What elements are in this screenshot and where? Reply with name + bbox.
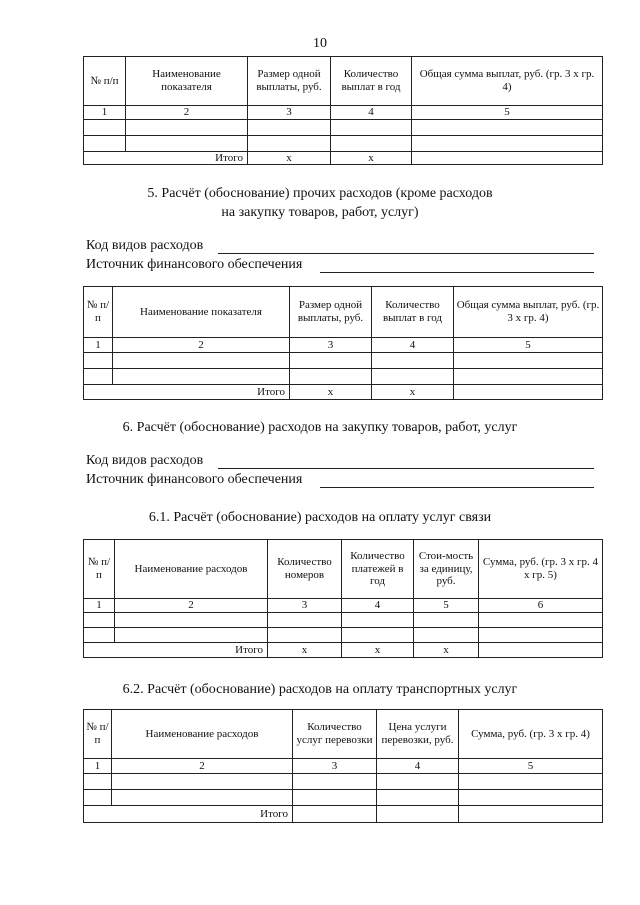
header-cell: Количество платежей в год bbox=[342, 540, 414, 599]
header-cell: Количество номеров bbox=[268, 540, 342, 599]
header-cell: Размер одной выплаты, руб. bbox=[290, 287, 372, 338]
column-number: 5 bbox=[454, 338, 603, 353]
header-cell: № п/п bbox=[84, 710, 112, 759]
x-mark: х bbox=[248, 151, 331, 165]
column-number: 3 bbox=[248, 106, 331, 120]
kod-field[interactable] bbox=[218, 253, 594, 254]
x-mark: х bbox=[414, 643, 479, 658]
table-top bbox=[83, 56, 603, 165]
column-number: 4 bbox=[342, 599, 414, 613]
table-row bbox=[84, 790, 603, 806]
kod-label: Код видов расходов bbox=[86, 238, 204, 253]
column-number: 5 bbox=[414, 599, 479, 613]
istochnik-field[interactable] bbox=[320, 272, 594, 273]
header-cell: № п/п bbox=[84, 287, 113, 338]
header-cell: Количество выплат в год bbox=[331, 57, 412, 106]
table-row bbox=[84, 613, 603, 628]
column-number: 2 bbox=[112, 759, 293, 774]
table-row bbox=[84, 369, 603, 385]
total-row bbox=[84, 643, 603, 658]
table-section61 bbox=[83, 539, 603, 658]
kod-label: Код видов расходов bbox=[86, 453, 204, 468]
header-cell: Сумма, руб. (гр. 3 х гр. 4) bbox=[459, 710, 603, 759]
column-number: 4 bbox=[377, 759, 459, 774]
column-number: 1 bbox=[84, 106, 126, 120]
column-number: 2 bbox=[126, 106, 248, 120]
column-number: 3 bbox=[293, 759, 377, 774]
column-number: 2 bbox=[113, 338, 290, 353]
istochnik-field[interactable] bbox=[320, 487, 594, 488]
total-label: Итого bbox=[84, 385, 290, 400]
header-cell: Количество выплат в год bbox=[372, 287, 454, 338]
header-cell: Размер одной выплаты, руб. bbox=[248, 57, 331, 106]
column-number: 1 bbox=[84, 599, 115, 613]
header-cell: Наименование показателя bbox=[126, 57, 248, 106]
total-label: Итого bbox=[84, 643, 268, 658]
header-cell: Общая сумма выплат, руб. (гр. 3 х гр. 4) bbox=[454, 287, 603, 338]
header-cell: Цена услуги перевозки, руб. bbox=[377, 710, 459, 759]
table-section5 bbox=[83, 286, 603, 400]
header-cell: Наименование показателя bbox=[113, 287, 290, 338]
kod-field[interactable] bbox=[218, 468, 594, 469]
header-cell: Количество услуг перевозки bbox=[293, 710, 377, 759]
section5-title-line2: на закупку товаров, работ, услуг) bbox=[221, 205, 419, 220]
column-number: 4 bbox=[372, 338, 454, 353]
column-number: 3 bbox=[290, 338, 372, 353]
column-number: 5 bbox=[459, 759, 603, 774]
istochnik-label: Источник финансового обеспечения bbox=[86, 257, 303, 272]
header-cell: Наименование расходов bbox=[115, 540, 268, 599]
header-cell: № п/п bbox=[84, 540, 115, 599]
header-cell: Общая сумма выплат, руб. (гр. 3 х гр. 4) bbox=[412, 57, 603, 106]
header-cell: Наименование расходов bbox=[112, 710, 293, 759]
table-row bbox=[84, 774, 603, 790]
column-number: 1 bbox=[84, 759, 112, 774]
x-mark: х bbox=[372, 385, 454, 400]
header-cell: Стои-мость за единицу, руб. bbox=[414, 540, 479, 599]
total-label: Итого bbox=[84, 806, 293, 823]
x-mark: х bbox=[290, 385, 372, 400]
total-row bbox=[84, 151, 603, 165]
section5-title-line1: 5. Расчёт (обоснование) прочих расходов (кроме расходов bbox=[147, 186, 493, 201]
column-number: 2 bbox=[115, 599, 268, 613]
column-number: 6 bbox=[479, 599, 603, 613]
header-cell: Сумма, руб. (гр. 3 х гр. 4 х гр. 5) bbox=[479, 540, 603, 599]
column-number: 1 bbox=[84, 338, 113, 353]
column-number: 5 bbox=[412, 106, 603, 120]
section6-title: 6. Расчёт (обоснование) расходов на закупку товаров, работ, услуг bbox=[122, 420, 518, 435]
table-section62 bbox=[83, 709, 603, 823]
column-number: 3 bbox=[268, 599, 342, 613]
section61-title: 6.1. Расчёт (обоснование) расходов на оплату услуг связи bbox=[148, 510, 492, 525]
total-row bbox=[84, 385, 603, 400]
table-row bbox=[84, 628, 603, 643]
total-label: Итого bbox=[84, 151, 248, 165]
x-mark: х bbox=[268, 643, 342, 658]
column-number: 4 bbox=[331, 106, 412, 120]
istochnik-label: Источник финансового обеспечения bbox=[86, 472, 303, 487]
total-row bbox=[84, 806, 603, 823]
table-row bbox=[84, 135, 603, 151]
section62-title: 6.2. Расчёт (обоснование) расходов на оплату транспортных услуг bbox=[122, 682, 518, 697]
table-row bbox=[84, 353, 603, 369]
page-number: 10 bbox=[313, 36, 327, 51]
x-mark: х bbox=[342, 643, 414, 658]
header-cell: № п/п bbox=[84, 57, 126, 106]
table-row bbox=[84, 119, 603, 135]
x-mark: х bbox=[331, 151, 412, 165]
